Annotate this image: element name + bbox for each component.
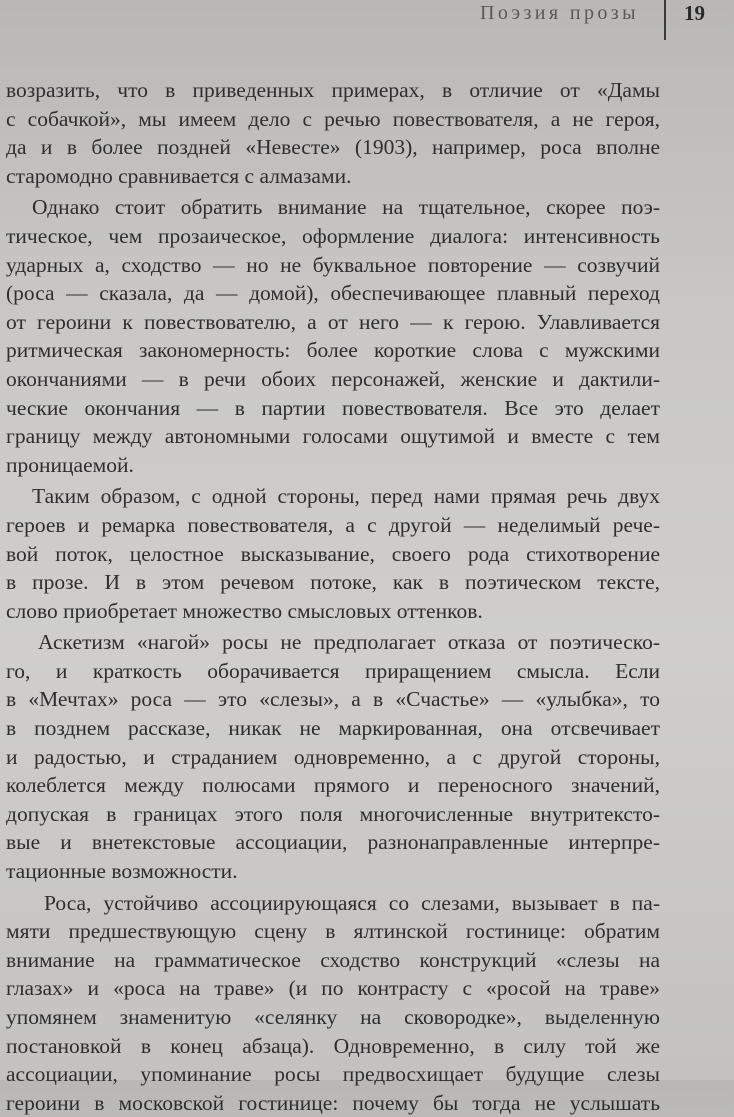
text-line: внимание на грамматическое сходство конструкций «слезы на xyxy=(6,947,660,972)
paragraph-first-line: Однако стоит обратить внимание на тщательное, скорее поэ- xyxy=(32,195,660,220)
text-line: го, и краткость оборачивается приращением смысла. Если xyxy=(6,658,660,683)
text-line: ритмическая закономерность: более короткие слова с мужскими xyxy=(6,338,660,363)
text-line: допуская в границах этого поля многочисленные внутритексто- xyxy=(6,801,660,826)
text-line: ческие окончания — в партии повествователя. Все это делает xyxy=(6,395,660,420)
text-line: в прозе. И в этом речевом потоке, как в поэтическом тексте, xyxy=(6,570,660,595)
text-line: мяти предшествующую сцену в ялтинской гостинице: обратим xyxy=(6,919,660,944)
text-line: окончаниями — в речи обоих персонажей, женские и дактили- xyxy=(6,366,660,391)
text-line: границу между автономными голосами ощутимой и вместе с тем xyxy=(6,424,660,449)
text-line: и радостью, и страданием одновременно, а с другой стороны, xyxy=(6,744,660,769)
paragraph-first-line: Роса, устойчиво ассоциирующаяся со слезами, вызывает в па- xyxy=(44,890,660,915)
page-number: 19 xyxy=(684,1,705,25)
text-line: да и в более поздней «Невесте» (1903), например, роса вполне xyxy=(6,135,660,160)
text-line: тическое, чем прозаическое, оформление диалога: интенсивность xyxy=(6,223,660,248)
text-line: постановкой в конец абзаца). Одновременно, в силу той же xyxy=(6,1033,660,1058)
text-line: колеблется между полюсами прямого и переносного значений, xyxy=(6,773,660,798)
text-line: ассоциации, упоминание росы предвосхищает будущие слезы xyxy=(6,1062,660,1087)
paragraph-first-line: Таким образом, с одной стороны, перед нами прямая речь двух xyxy=(32,484,660,509)
text-line: возразить, что в приведенных примерах, в отличие от «Дамы xyxy=(6,78,660,102)
text-line: в «Мечтах» роса — это «слезы», а в «Счастье» — «улыбка», то xyxy=(6,687,660,712)
running-title: Поэзия прозы xyxy=(480,2,639,24)
header-divider xyxy=(664,0,666,40)
text-line: вой поток, целостное высказывание, своего рода стихотворение xyxy=(6,541,660,566)
text-line: вые и внетекстовые ассоциации, разнонаправленные интерпре- xyxy=(6,830,660,855)
text-line: старомодно сравнивается с алмазами. xyxy=(6,163,352,188)
text-line: героини в московской гостинице: почему бы тогда не услышать xyxy=(6,1090,660,1115)
text-line: ударных а, сходство — но не буквальное повторение — созвучий xyxy=(6,252,660,277)
text-line: (роса — сказала, да — домой), обеспечивающее плавный переход xyxy=(6,281,660,306)
text-line: слово приобретает множество смысловых оттенков. xyxy=(6,598,483,623)
text-line: упомянем знаменитую «селянку на сковородке», выделенную xyxy=(6,1005,660,1029)
text-line: в позднем рассказе, никак не маркированная, она отсвечивает xyxy=(6,716,660,741)
text-line: от героини к повествователю, а от него — к герою. Улавливается xyxy=(6,309,660,334)
text-line: тационные возможности. xyxy=(6,859,238,884)
text-line: с собачкой», мы имеем дело с речью повествователя, а не героя, xyxy=(6,106,660,131)
text-line: героев и ремарка повествователя, а с другой — неделимый рече- xyxy=(6,512,660,537)
body-text xyxy=(6,76,660,1117)
paragraph-first-line: Аскетизм «нагой» росы не предполагает отказа от поэтическо- xyxy=(38,630,660,655)
text-line: проницаемой. xyxy=(6,452,134,477)
page-header xyxy=(0,0,734,44)
text-line: глазах» и «роса на траве» (и по контрасту с «росой на траве» xyxy=(6,976,660,1001)
